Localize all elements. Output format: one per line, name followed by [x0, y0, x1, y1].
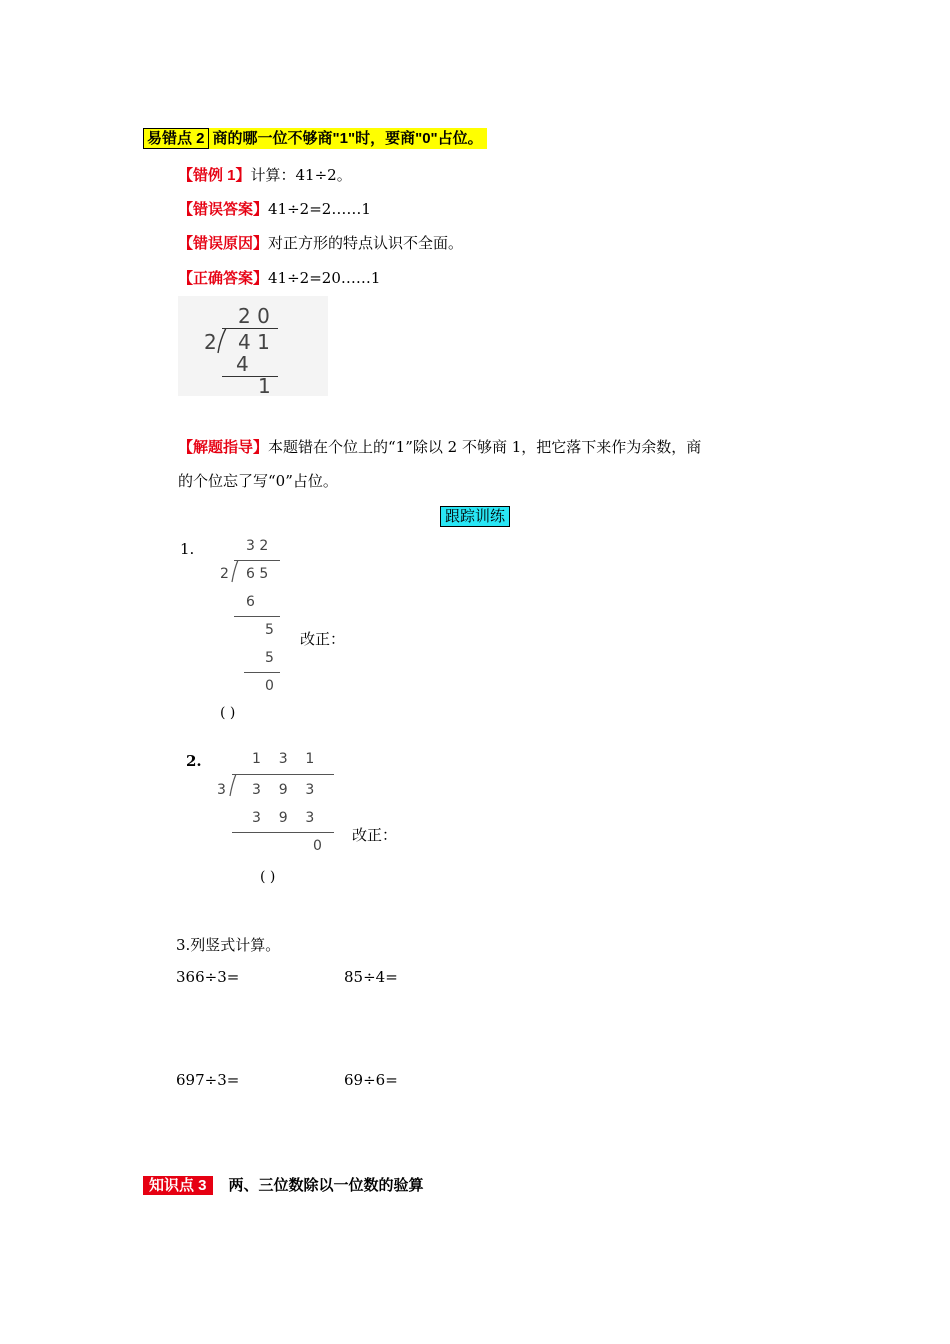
q2-quotient: 1 3 1: [252, 751, 315, 767]
guidance-text-1: 本题错在个位上的“1”除以 2 不够商 1，把它落下来作为余数，商: [268, 438, 702, 456]
correct-answer-label: 【正确答案】: [178, 270, 269, 287]
q2-subtract-line: [232, 832, 334, 833]
q1-step2: 5: [265, 622, 274, 638]
figure-remainder: 1: [258, 374, 271, 398]
q1-number: 1.: [180, 540, 195, 558]
guidance-text-2: 的个位忘了写“0”占位。: [178, 472, 338, 490]
section-heading: [143, 127, 487, 148]
wrong-reason-text: 对正方形的特点认识不全面。: [268, 234, 464, 252]
wrong-example-label: 【错例 1】: [178, 167, 251, 184]
wrong-answer-text: 41÷2=2……1: [268, 200, 371, 218]
q1-subtract-line-2: [244, 672, 280, 673]
figure-quotient-line: [222, 328, 278, 329]
wrong-answer-line: [178, 198, 371, 219]
practice-heading: [440, 505, 510, 526]
q1-dividend: 6 5: [246, 566, 269, 582]
wrong-reason-label: 【错误原因】: [178, 235, 269, 252]
q1-subtract-line-1: [234, 616, 280, 617]
q2-division-bracket: [228, 774, 238, 798]
guidance-label: 【解题指导】: [178, 439, 269, 456]
q2-step1: 3 9 3: [252, 810, 315, 826]
q2-dividend: 3 9 3: [252, 782, 315, 798]
figure-dividend: 4 1: [238, 330, 270, 354]
q3-title: 3.列竖式计算。: [176, 936, 281, 954]
figure-division-bracket: [216, 328, 228, 354]
q3-item-2: 85÷4=: [344, 968, 398, 986]
figure-product: 4: [236, 352, 249, 376]
q3-item-3: 697÷3=: [176, 1071, 240, 1089]
division-figure: [178, 296, 328, 396]
figure-quotient: 2 0: [238, 304, 270, 328]
q2-number: 2.: [186, 752, 202, 770]
wrong-example-line: [178, 164, 352, 185]
q1-answer-blank[interactable]: ( ): [220, 705, 236, 721]
q1-remainder: 0: [265, 678, 274, 694]
q3-item-4: 69÷6=: [344, 1071, 398, 1089]
figure-divisor: 2: [204, 330, 217, 354]
section-title: 商的哪一位不够商"1"时，要商"0"占位。: [209, 128, 487, 149]
knowledge-point-title: 两、三位数除以一位数的验算: [228, 1177, 424, 1194]
error-point-badge: 易错点 2: [143, 128, 209, 149]
q2-divisor: 3: [217, 782, 226, 798]
guidance-line-1: [178, 436, 701, 457]
q1-step3: 5: [265, 650, 274, 666]
q1-division-bracket: [230, 560, 240, 584]
q2-answer-blank[interactable]: ( ): [260, 869, 276, 885]
q1-divisor: 2: [220, 566, 229, 582]
q2-remainder: 0: [313, 838, 322, 854]
q2-correct-label: 改正：: [352, 826, 398, 844]
q1-quotient: 3 2: [246, 538, 269, 554]
wrong-example-text: 计算：41÷2。: [250, 166, 352, 184]
q3-item-1: 366÷3=: [176, 968, 240, 986]
correct-answer-line: [178, 267, 380, 288]
wrong-answer-label: 【错误答案】: [178, 201, 269, 218]
q2-quotient-line: [232, 774, 334, 775]
q1-step1: 6: [246, 594, 255, 610]
practice-heading-label: 跟踪训练: [440, 506, 510, 527]
knowledge-point-heading: [143, 1174, 424, 1195]
q1-quotient-line: [234, 560, 280, 561]
wrong-reason-line: [178, 232, 463, 253]
knowledge-point-badge: 知识点 3: [143, 1176, 213, 1195]
q1-correct-label: 改正：: [300, 630, 346, 648]
correct-answer-text: 41÷2=20……1: [268, 269, 381, 287]
